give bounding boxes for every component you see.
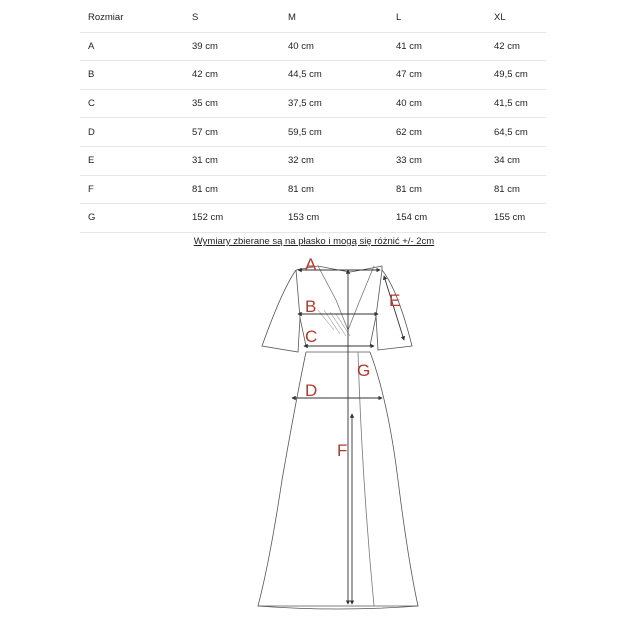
table-cell: 81 cm [184,175,280,204]
table-cell: G [80,204,184,233]
table-cell: E [80,146,184,175]
header-cell: M [280,4,388,32]
label-a: A [305,255,317,274]
table-cell: 42 cm [184,61,280,90]
table-cell: B [80,61,184,90]
table-cell: A [80,32,184,61]
measurement-lines [292,270,404,604]
table-cell: 31 cm [184,146,280,175]
dress-outline [258,266,418,609]
table-cell: 81 cm [280,175,388,204]
table-cell: 44,5 cm [280,61,388,90]
table-cell: 153 cm [280,204,388,233]
table-cell: 47 cm [388,61,486,90]
measurement-labels [305,255,400,460]
table-cell: 41 cm [388,32,486,61]
label-c: C [305,327,318,346]
table-cell: 32 cm [280,146,388,175]
header-cell: XL [486,4,546,32]
table-cell: F [80,175,184,204]
label-g: G [357,361,371,380]
header-cell: S [184,4,280,32]
table-cell: 35 cm [184,89,280,118]
table-cell: 40 cm [388,89,486,118]
table-cell: 81 cm [486,175,546,204]
measurement-note: Wymiary zbierane są na płasko i mogą się różnić +/- 2cm [193,236,435,247]
label-b: B [305,297,317,316]
table-cell: 154 cm [388,204,486,233]
table-cell: 34 cm [486,146,546,175]
table-cell: 33 cm [388,146,486,175]
table-cell: 41,5 cm [486,89,546,118]
table-cell: 81 cm [388,175,486,204]
table-cell: 39 cm [184,32,280,61]
label-d: D [305,381,318,400]
label-e: E [389,291,401,310]
table-cell: D [80,118,184,147]
table-cell: 37,5 cm [280,89,388,118]
header-cell: L [388,4,486,32]
table-cell: 155 cm [486,204,546,233]
table-cell: 42 cm [486,32,546,61]
table-cell: 49,5 cm [486,61,546,90]
table-cell: C [80,89,184,118]
table-cell: 62 cm [388,118,486,147]
table-cell: 57 cm [184,118,280,147]
table-cell: 152 cm [184,204,280,233]
header-cell: Rozmiar [80,4,184,32]
table-cell: 64,5 cm [486,118,546,147]
label-f: F [337,441,348,460]
table-cell: 40 cm [280,32,388,61]
table-cell: 59,5 cm [280,118,388,147]
